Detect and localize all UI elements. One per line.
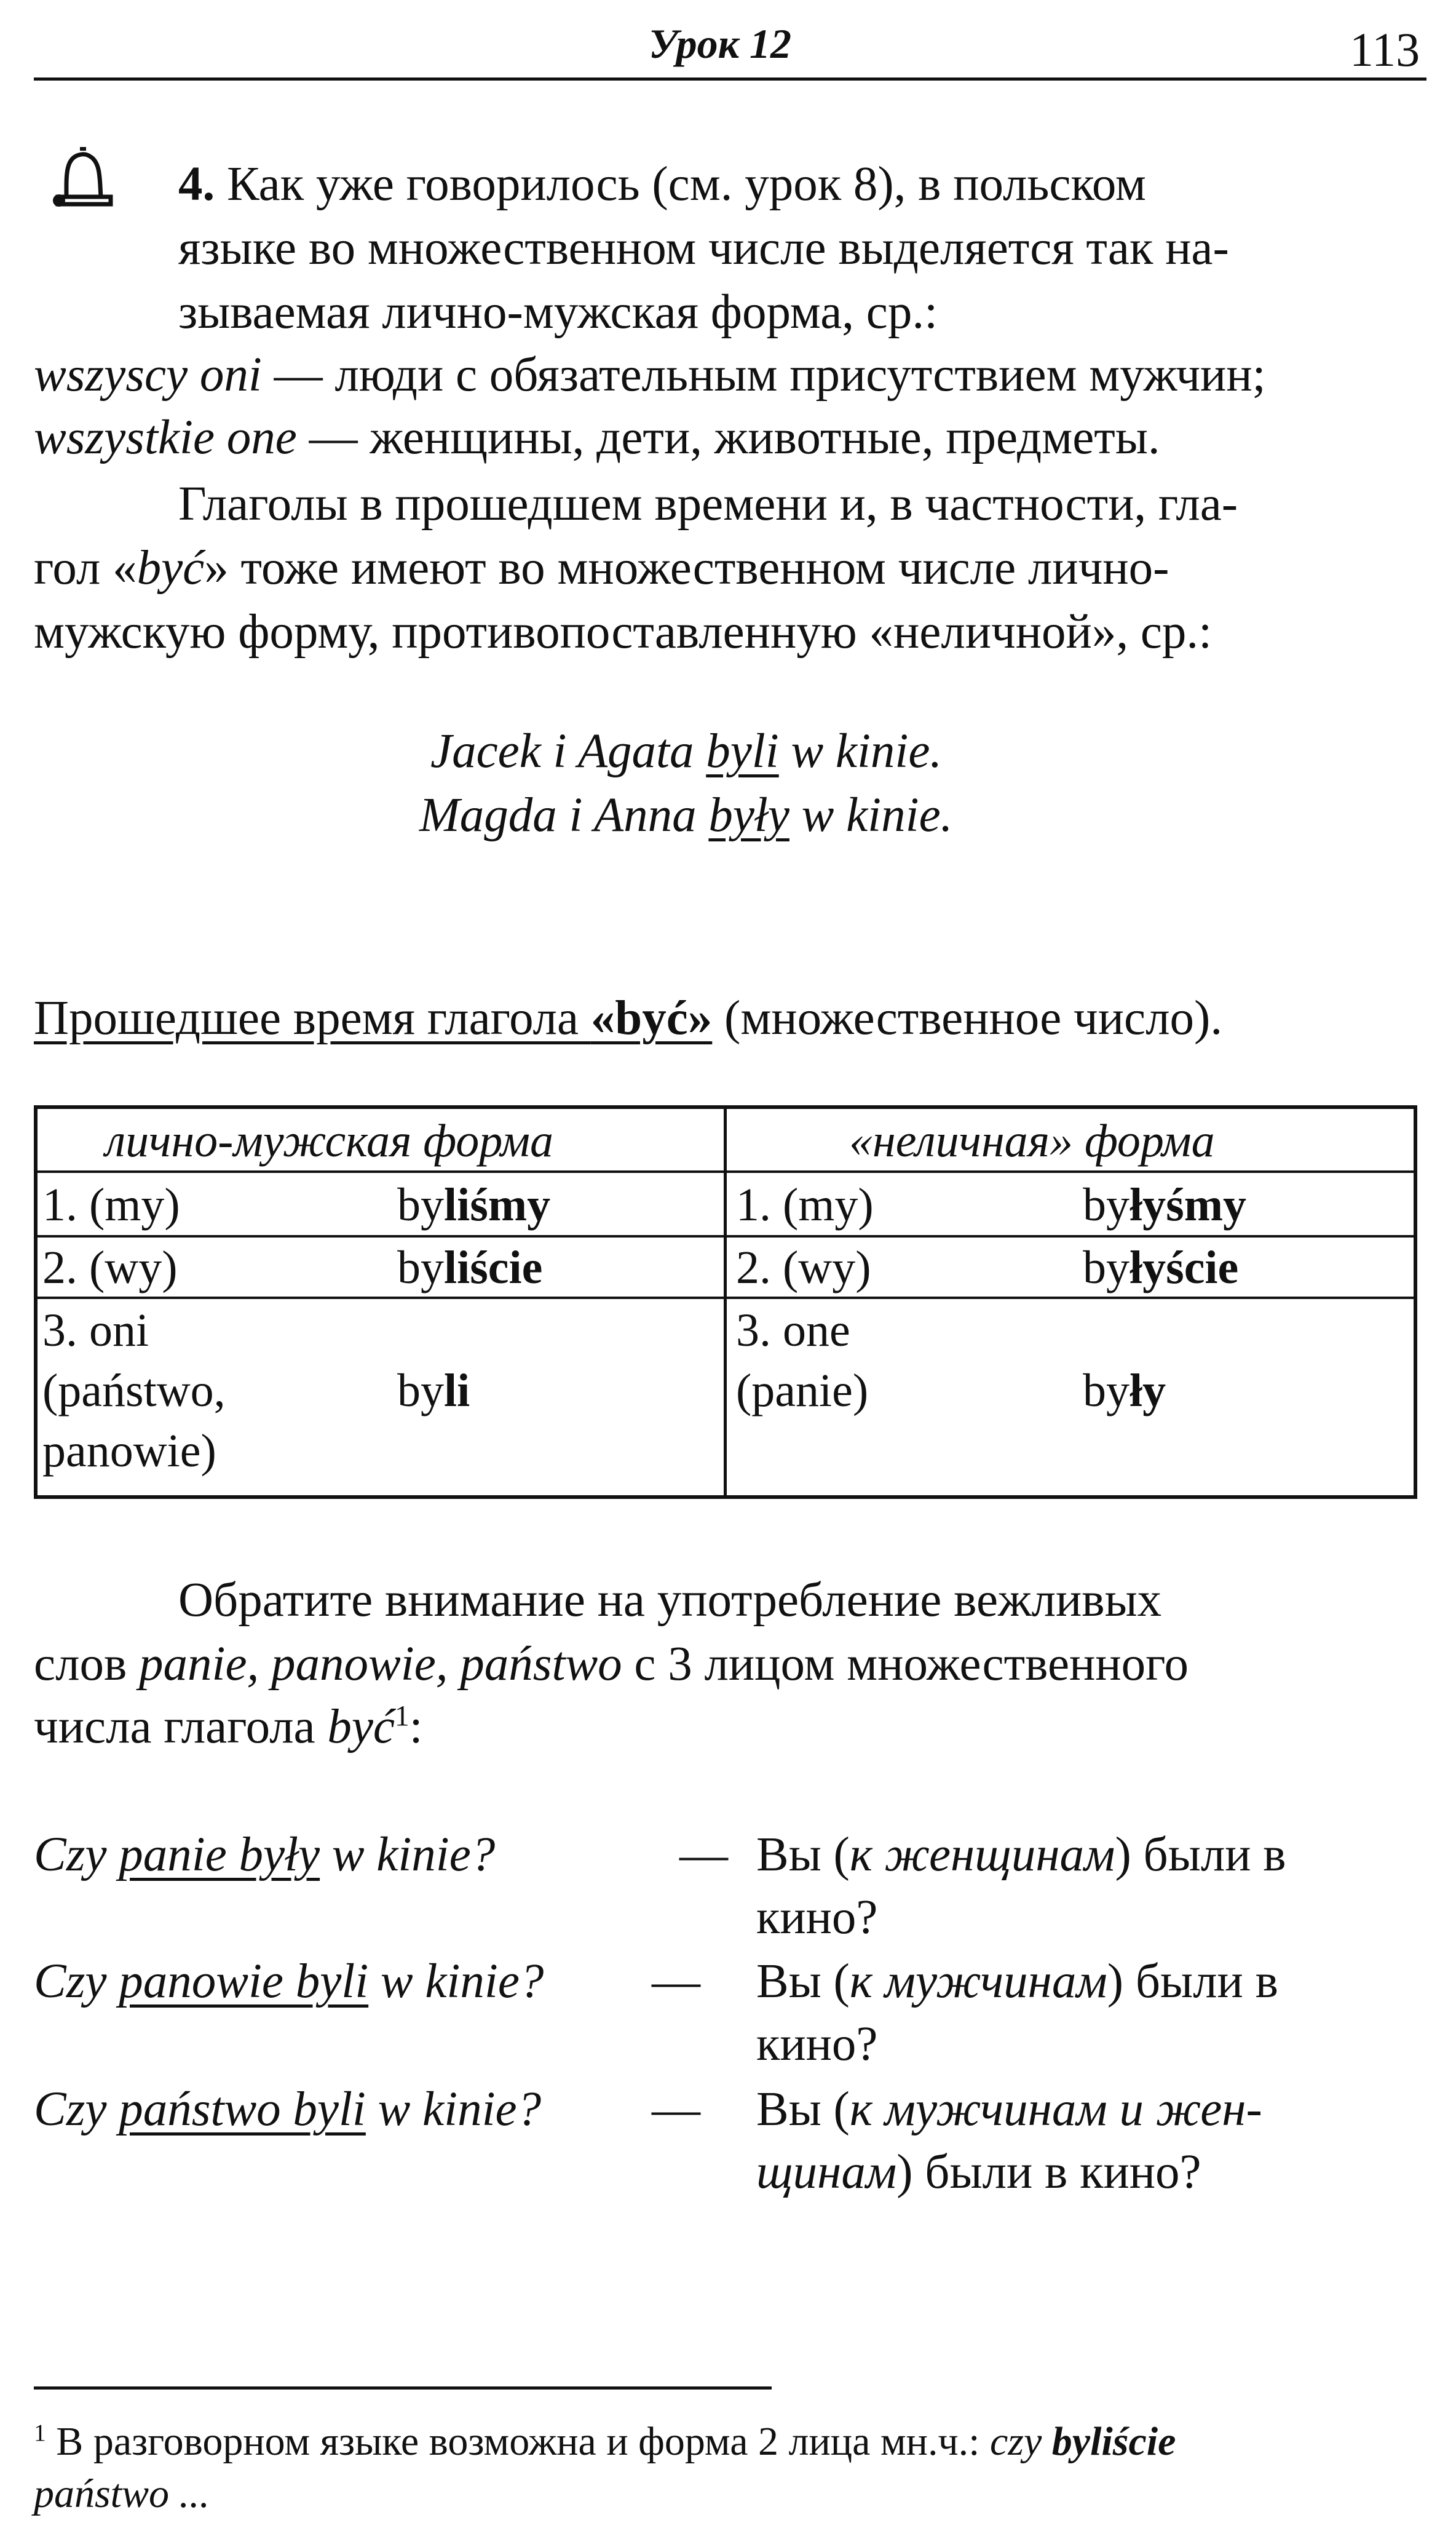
- table-cell: 3. oni: [42, 1305, 149, 1356]
- table-divider-vertical: [724, 1109, 727, 1495]
- verbs-line-2: гол «być» тоже имеют во множественном числе лично-: [34, 541, 1169, 595]
- table-cell: były: [1083, 1365, 1166, 1416]
- table-cell: byłyśmy: [1083, 1179, 1246, 1231]
- table-cell: (panie): [736, 1365, 869, 1416]
- polite-line-1: Обратите внимание на употребление вежливых: [178, 1573, 1162, 1627]
- answer-3-line-1: Вы (к мужчинам и жен-: [756, 2083, 1262, 2136]
- page-number: 113: [1350, 23, 1420, 76]
- bell-icon: [42, 140, 122, 220]
- table-cell: byliśmy: [397, 1179, 551, 1231]
- table-cell: 3. one: [736, 1305, 850, 1356]
- exercise-number: 4.: [178, 157, 215, 211]
- table-cell: 2. (wy): [42, 1242, 178, 1293]
- table-cell: 2. (wy): [736, 1242, 871, 1293]
- table-rule: [38, 1170, 1414, 1173]
- verbs-line-3: мужскую форму, противопоставленную «неличной», ср.:: [34, 605, 1213, 659]
- paragraph-4-line-3: зываемая лично-мужская форма, ср.:: [178, 285, 938, 339]
- table-cell: byłyście: [1083, 1242, 1239, 1293]
- table-cell: panowie): [42, 1425, 216, 1477]
- question-3: Czy państwo byli w kinie?: [34, 2083, 542, 2136]
- table-cell: byli: [397, 1365, 470, 1416]
- answer-2-line-2: кино?: [756, 2017, 878, 2071]
- wszyscy-line: wszyscy oni — люди с обязательным присутствием мужчин;: [34, 348, 1266, 402]
- question-2: Czy panowie byli w kinie?: [34, 1955, 544, 2008]
- table-caption: Прошедшее время глагола «być» (множественное число).: [34, 991, 1223, 1045]
- table-rule: [38, 1235, 1414, 1238]
- paragraph-4-line-1: 4. Как уже говорилось (см. урок 8), в польском: [178, 157, 1146, 211]
- wszystkie-line: wszystkie one — женщины, дети, животные, предметы.: [34, 411, 1160, 464]
- polite-line-3: числа глагола być$^1$:: [34, 1700, 423, 1754]
- answer-1-line-2: кино?: [756, 1891, 878, 1944]
- table-cell: 1. (my): [42, 1179, 180, 1231]
- answer-3-line-2: щинам) были в кино?: [756, 2145, 1201, 2199]
- table-header-right: «неличная» форма: [849, 1115, 1215, 1167]
- polite-line-2: слов panie, panowie, państwo с 3 лицом множественного: [34, 1637, 1189, 1691]
- table-header-left: лично-мужская форма: [105, 1115, 553, 1167]
- dash: —: [652, 1955, 700, 2008]
- verbs-line-1: Глаголы в прошедшем времени и, в частности, гла-: [178, 477, 1238, 531]
- answer-2-line-1: Вы (к мужчинам) были в: [756, 1955, 1278, 2008]
- answer-1-line-1: Вы (к женщинам) были в: [756, 1828, 1286, 1881]
- conjugation-table: [34, 1105, 1417, 1499]
- dash: —: [679, 1828, 728, 1881]
- example-2: Magda i Anna były w kinie.: [419, 789, 953, 842]
- footnote-line-2: państwo ...: [34, 2471, 210, 2516]
- paragraph-4-line-2: языке во множественном числе выделяется так на-: [178, 221, 1229, 275]
- example-1: Jacek i Agata byli w kinie.: [430, 725, 943, 778]
- table-cell: (państwo,: [42, 1365, 226, 1416]
- table-cell: byliście: [397, 1242, 543, 1293]
- question-1: Czy panie były w kinie?: [34, 1828, 496, 1881]
- header-rule: [34, 77, 1426, 81]
- footnote-rule: [34, 2386, 772, 2390]
- running-header-title: Урок 12: [649, 20, 792, 67]
- footnote-line-1: $^1$ В разговорном языке возможна и форма 2 лица мн.ч.: czy byliście: [34, 2419, 1176, 2464]
- dash: —: [652, 2083, 700, 2136]
- table-cell: 1. (my): [736, 1179, 874, 1231]
